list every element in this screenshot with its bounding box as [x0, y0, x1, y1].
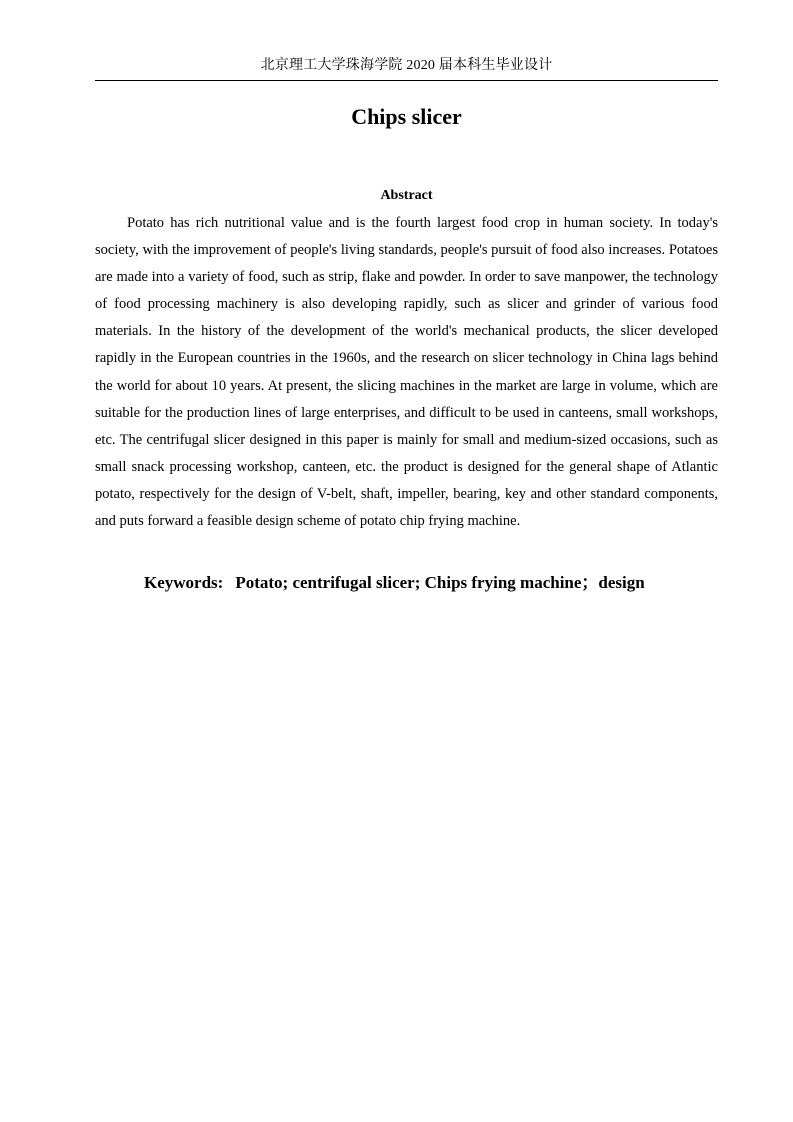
abstract-heading: Abstract [380, 188, 433, 203]
running-header: 北京理工大学珠海学院 2020 届本科生毕业设计 [260, 58, 553, 73]
keywords-label: Keywords: [144, 573, 224, 592]
header-rule [95, 80, 718, 81]
keywords-line [144, 570, 744, 596]
document-title: Chips slicer [351, 104, 462, 129]
keywords-text: Potato; centrifugal slicer; Chips frying machine；design [235, 573, 645, 592]
abstract-body: Potato has rich nutritional value and is the fourth largest food crop in human society. In today's society, with the improvement of people's living standards, people's pursuit of food also increases. Potatoes are made into a variety of food, such as strip, flake and powder. In order to save manpower, the technology of food processing machinery is also developing rapidly, such as slicer and grinder of various food materials. In the history of the development of the world's mechanical products, the slicer developed rapidly in the European countries in the 1960s, and the research on slicer technology in China lags behind the world for about 10 years. At present, the slicing machines in the market are large in volume, which are suitable for the production lines of large enterprises, and difficult to be used in canteens, small workshops, etc. The centrifugal slicer designed in this paper is mainly for small and medium-sized occasions, such as small snack processing workshop, canteen, etc. the product is designed for the general shape of Atlantic potato, respectively for the design of V-belt, shaft, impeller, bearing, key and other standard components, and puts forward a feasible design scheme of potato chip frying machine. [95, 215, 718, 530]
